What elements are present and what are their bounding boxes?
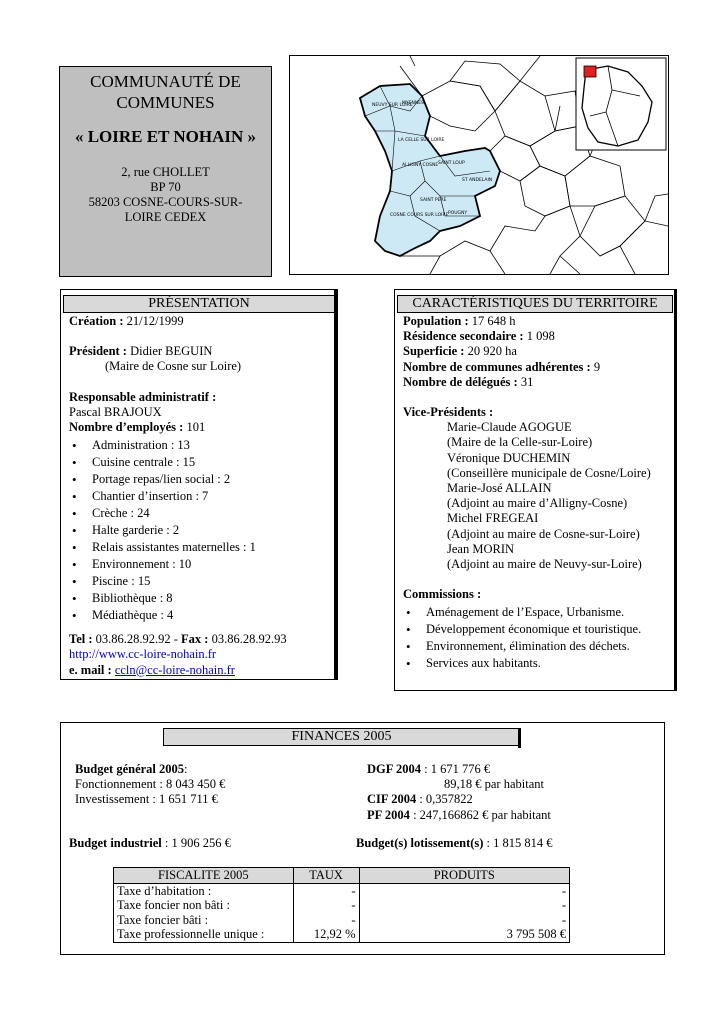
table-cell: Taxe foncier non bâti : (114, 898, 294, 913)
table-cell: 12,92 % (293, 927, 359, 942)
resp-value: Pascal BRAJOUX (69, 404, 162, 419)
table-cell: Taxe professionnelle unique : (114, 927, 294, 942)
vp-role: (Adjoint au maire de Neuvy-sur-Loire) (447, 557, 642, 572)
vp-role: (Conseillère municipale de Cosne/Loire) (447, 465, 651, 480)
resp-label: Responsable administratif : (69, 389, 217, 404)
address (60, 165, 271, 225)
address-line: LOIRE CEDEX (124, 210, 207, 224)
panel-shadow (674, 289, 677, 691)
org-type (60, 71, 271, 113)
header-box (59, 66, 272, 277)
fiscalite-table (113, 867, 570, 943)
list-item: • Halte garderie : 2 (69, 522, 334, 539)
vp-role: (Maire de la Celle-sur-Loire) (447, 435, 593, 450)
list-item: • Cuisine centrale : 15 (69, 454, 334, 471)
vp-name: Marie-Claude AGOGUE (447, 420, 572, 435)
list-item: • Services aux habitants. (403, 655, 673, 672)
vp-name: Marie-José ALLAIN (447, 481, 552, 496)
commissions-label: Commissions : (403, 587, 482, 602)
employees-line: Nombre d’employés : 101 (69, 420, 206, 435)
table-cell: - (359, 898, 569, 913)
table-cell: Taxe d’habitation : (114, 883, 294, 898)
list-item: • Piscine : 15 (69, 573, 334, 590)
list-item: • Environnement : 10 (69, 556, 334, 573)
vp-name: Jean MORIN (447, 541, 515, 556)
list-item: • Portage repas/lien social : 2 (69, 471, 334, 488)
pf-line: PF 2004 : 247,166862 € par habitant (367, 807, 551, 822)
list-item: • Médiathèque : 4 (69, 607, 334, 624)
map-label: ALLIGNY COSNE (402, 163, 439, 168)
map-label: LA CELLE SUR LOIRE (398, 138, 445, 143)
column-header: FISCALITE 2005 (114, 868, 294, 884)
table-cell: - (293, 898, 359, 913)
map-label: ST ANDELAIN (462, 178, 493, 183)
address-line: BP 70 (150, 180, 181, 194)
org-name: « LOIRE ET NOHAIN » (74, 127, 257, 146)
vp-label: Vice-Présidents : (403, 405, 494, 420)
email-link[interactable]: ccln@cc-loire-nohain.fr (114, 662, 235, 677)
map-label: SAINT PERE (420, 198, 447, 203)
list-item: • Développement économique et touristique. (403, 621, 673, 638)
map-label: COSNE COURS SUR LOIRE (390, 213, 449, 218)
locator-inset (576, 58, 666, 150)
communes-line: Nombre de communes adhérentes : 9 (403, 359, 601, 374)
president-note: (Maire de Cosne sur Loire) (105, 359, 242, 374)
finances-title: FINANCES 2005 (163, 728, 520, 746)
map-label: SAINT LOUP (438, 161, 465, 166)
map-label: NEUVY SUR LOIRE (372, 103, 413, 108)
table-cell: Taxe foncier bâti : (114, 913, 294, 928)
presentation-title: PRÉSENTATION (63, 295, 335, 313)
dgf-line: DGF 2004 : 1 671 776 € (367, 762, 491, 776)
website-link[interactable]: http://www.cc-loire-nohain.fr (69, 647, 217, 662)
budget-industriel: Budget industriel : 1 906 256 € (69, 836, 231, 850)
list-item: • Chantier d’insertion : 7 (69, 488, 334, 505)
table-header-row (114, 868, 570, 884)
investissement: Investissement : 1 651 711 € (75, 792, 218, 807)
table-cell: - (293, 883, 359, 898)
budget-lotissement: Budget(s) lotissement(s) : 1 815 814 € (356, 836, 553, 850)
list-item: • Administration : 13 (69, 437, 334, 454)
delegues-line: Nombre de délégués : 31 (403, 374, 534, 389)
territory-map (289, 55, 669, 275)
creation-line: Création : 21/12/1999 (69, 314, 184, 328)
vp-name: Michel FREGEAI (447, 511, 539, 526)
table-cell: - (359, 913, 569, 928)
budget-general-label: Budget général 2005: (75, 762, 188, 776)
phone-line: Tel : 03.86.28.92.92 - Fax : 03.86.28.92.93 (69, 632, 287, 647)
address-line: 2, rue CHOLLET (121, 165, 210, 179)
table-row (114, 927, 570, 942)
panel-shadow (334, 289, 337, 680)
list-item: • Relais assistantes maternelles : 1 (69, 539, 334, 556)
table-row (114, 898, 570, 913)
locator-marker (584, 66, 596, 77)
table-row (114, 883, 570, 898)
column-header: PRODUITS (359, 868, 569, 884)
email-line: e. mail : ccln@cc-loire-nohain.fr (69, 662, 235, 677)
list-item: • Bibliothèque : 8 (69, 590, 334, 607)
president-line: Président : Didier BEGUIN (69, 344, 213, 359)
budget-general (75, 762, 335, 808)
residence-line: Résidence secondaire : 1 098 (403, 329, 555, 344)
table-cell: - (293, 913, 359, 928)
list-item: • Crèche : 24 (69, 505, 334, 522)
commissions-list (403, 604, 673, 672)
column-header: TAUX (293, 868, 359, 884)
org-line2: COMMUNES (116, 93, 215, 112)
list-item: • Environnement, élimination des déchets. (403, 638, 673, 655)
org-line1: COMMUNAUTÉ DE (90, 72, 241, 91)
map-label: POUGNY (448, 211, 468, 216)
territoire-body (403, 314, 673, 672)
table-row (114, 913, 570, 928)
fonctionnement: Fonctionnement : 8 043 450 € (75, 777, 226, 792)
superficie-line: Superficie : 20 920 ha (403, 344, 517, 359)
list-item: • Aménagement de l’Espace, Urbanisme. (403, 604, 673, 621)
vp-role: (Adjoint au maire d’Alligny-Cosne) (447, 496, 628, 511)
address-line: 58203 COSNE-COURS-SUR- (88, 195, 243, 209)
map-svg (290, 56, 668, 274)
table-cell: 3 795 508 € (359, 927, 569, 942)
title-shadow (518, 728, 521, 748)
employees-list (69, 437, 334, 624)
cif-line: CIF 2004 : 0,357822 (367, 792, 473, 807)
presentation-body (69, 314, 334, 678)
dgf-per-hab: 89,18 € par habitant (444, 777, 544, 792)
vp-role: (Adjoint au maire de Cosne-sur-Loire) (447, 526, 640, 541)
territoire-title: CARACTÉRISTIQUES DU TERRITOIRE (397, 295, 673, 313)
vp-name: Véronique DUCHEMIN (447, 450, 571, 465)
map-label: MYENNES (402, 101, 424, 106)
vp-list (403, 420, 673, 572)
dotations (367, 762, 657, 823)
population-line: Population : 17 648 h (403, 314, 516, 328)
table-cell: - (359, 883, 569, 898)
